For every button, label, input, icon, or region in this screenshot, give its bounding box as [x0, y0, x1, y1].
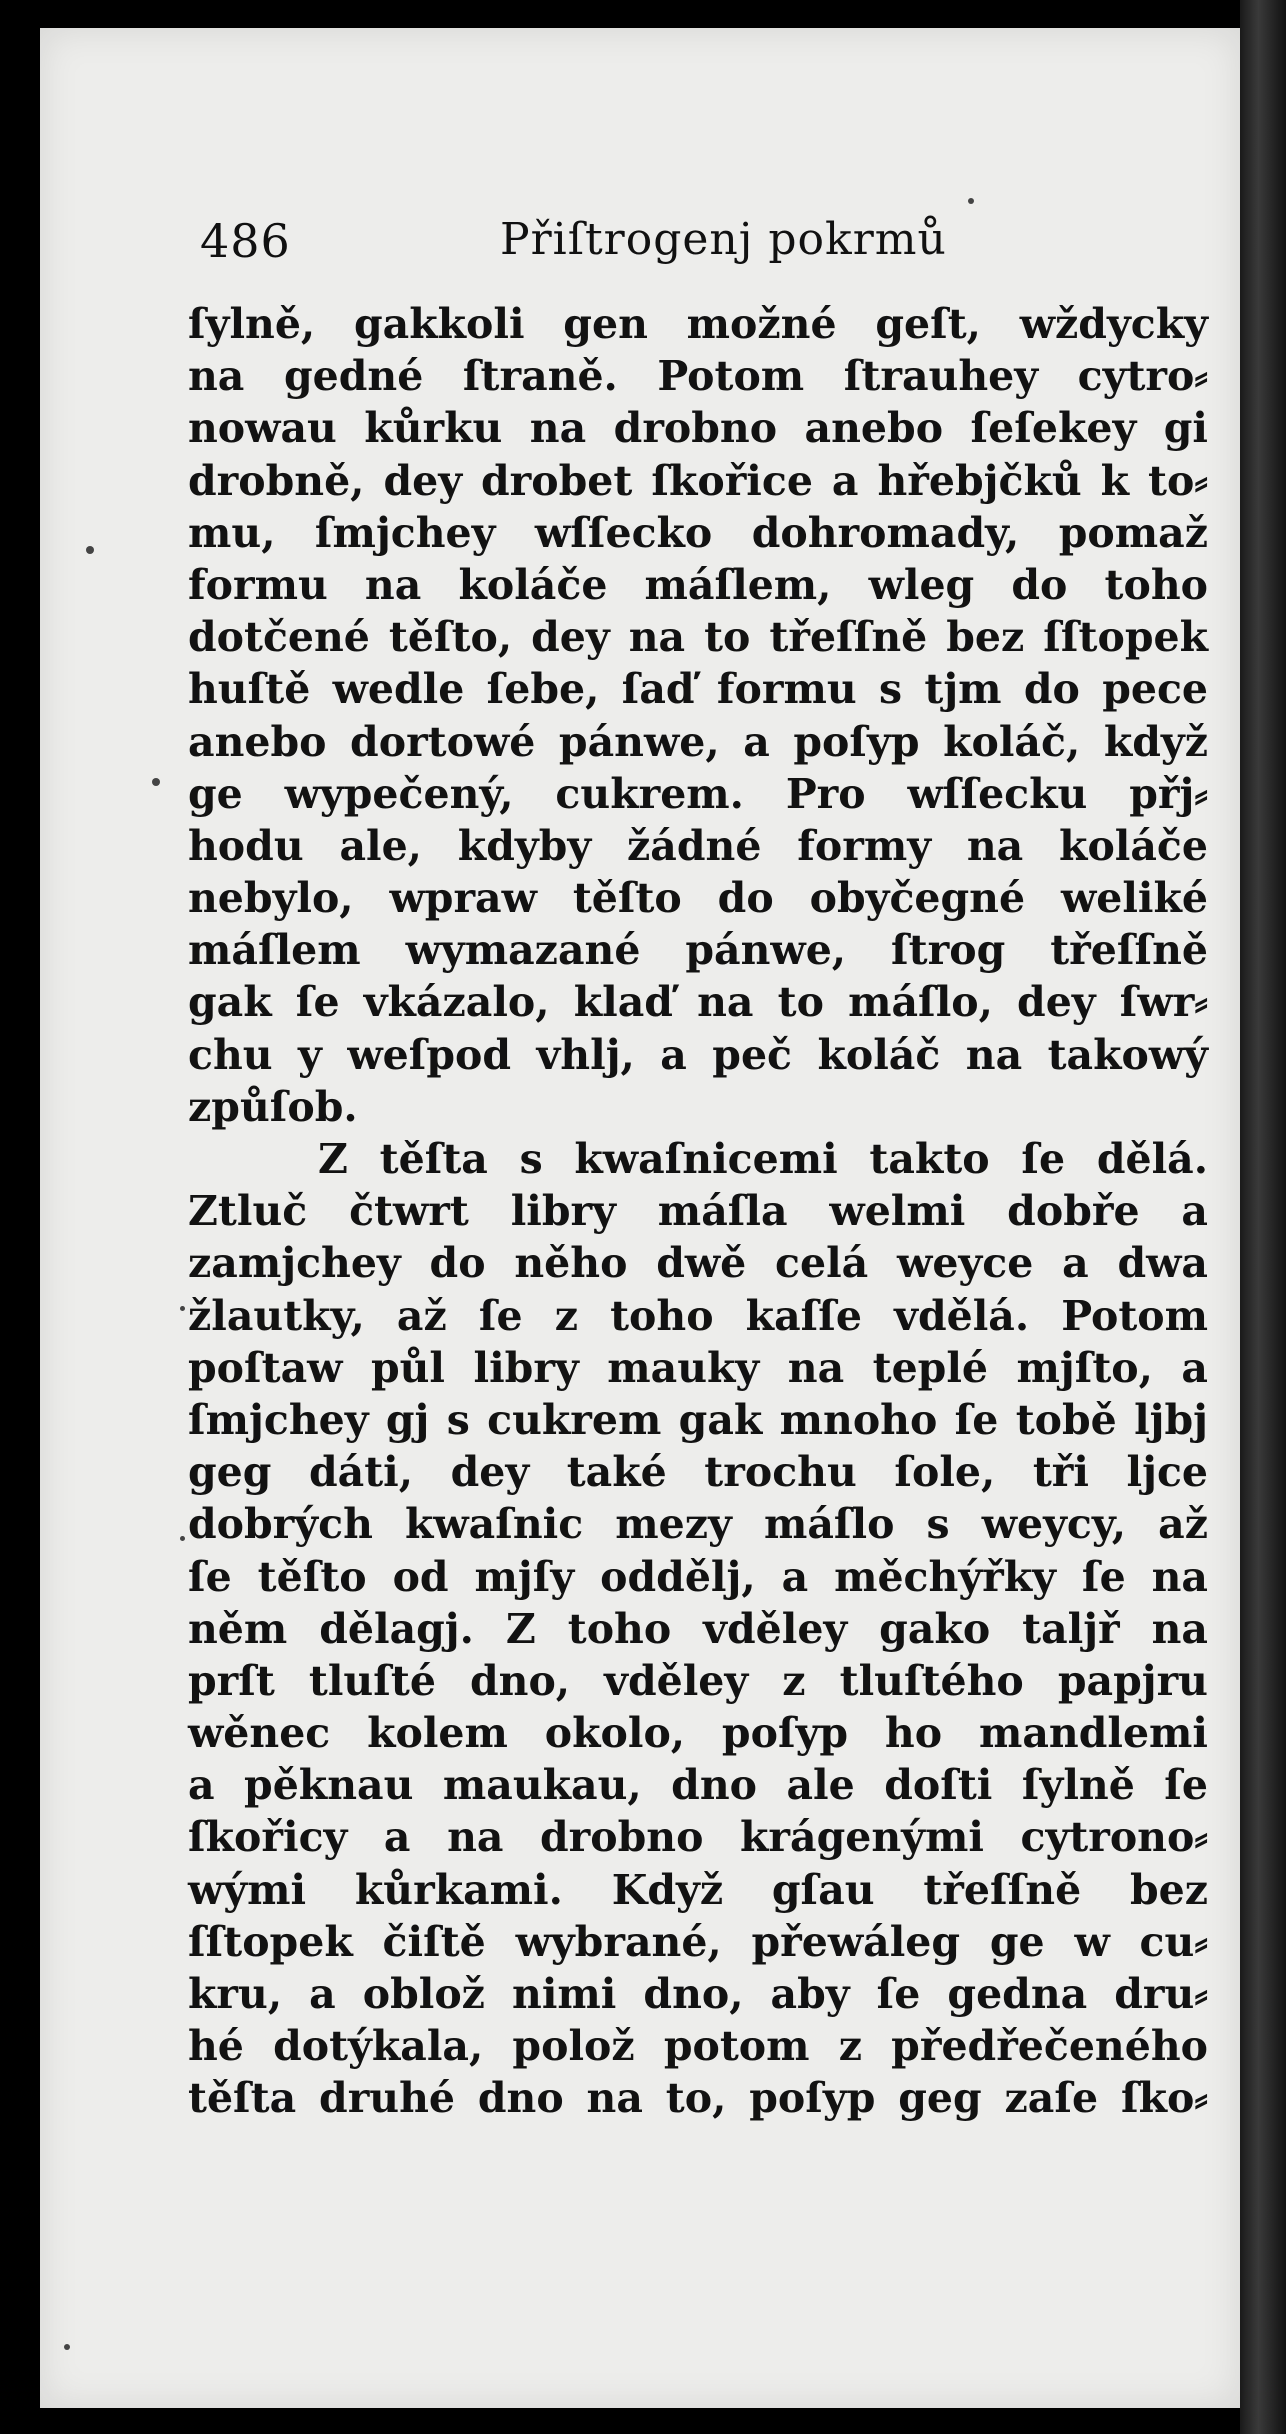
text-line: dotčené těſto, dey na to třeſſně bez ſſtopek — [188, 613, 1208, 662]
text-line: geg dáti, dey také trochu ſole, tři ljce — [188, 1448, 1208, 1497]
paper-speck — [180, 1536, 185, 1541]
text-line: ſmjchey gj s cukrem gak mnoho ſe tobě ljbj — [188, 1395, 1208, 1444]
paper-speck — [86, 546, 94, 554]
text-line: něm dělagj. Z toho vděley gako taljř na — [188, 1604, 1208, 1653]
text-line: na gedné ſtraně. Potom ſtrauhey cytro⸗ — [188, 352, 1208, 401]
scan-edge-shadow — [1240, 0, 1286, 2434]
text-line: gak ſe vkázalo, klaď na to máſlo, dey ſwr⸗ — [188, 978, 1208, 1027]
recipe-heading-line: Z těſta s kwaſnicemi takto ſe dělá. — [318, 1135, 1208, 1183]
text-line: poſtaw půl libry mauky na teplé mjſto, a — [188, 1343, 1208, 1392]
paper-speck — [180, 1306, 185, 1311]
text-line: Ztluč čtwrt libry máſla welmi dobře a — [188, 1187, 1208, 1236]
running-head — [200, 200, 1230, 280]
paper-speck — [152, 778, 160, 786]
text-line: ſe těſto od mjſy oddělj, a měchýřky ſe na — [188, 1552, 1208, 1601]
text-line: mu, ſmjchey wſſecko dohromady, pomaž — [188, 508, 1208, 557]
text-line: wými kůrkami. Když gſau třeſſně bez — [188, 1865, 1208, 1914]
text-line: huſtě wedle ſebe, ſaď formu s tjm do pece — [188, 665, 1208, 714]
text-line: chu y weſpod vhlj, a peč koláč na takowý — [188, 1030, 1208, 1079]
text-line: anebo dortowé pánwe, a poſyp koláč, když — [188, 717, 1208, 766]
text-line: máſlem wymazané pánwe, ſtrog třeſſně — [188, 926, 1208, 975]
text-line: dobrých kwaſnic mezy máſlo s weycy, až — [188, 1500, 1208, 1549]
text-line: prſt tluſté dno, vděley z tluſtého papjru — [188, 1656, 1208, 1705]
paper-speck — [64, 2344, 70, 2350]
text-line: ſkořicy a na drobno krágenými cytrono⸗ — [188, 1813, 1208, 1862]
body-text — [188, 298, 1208, 2125]
text-line: nowau kůrku na drobno anebo ſeſekey gi — [188, 404, 1208, 453]
page-number: 486 — [200, 214, 291, 268]
text-line: hé dotýkala, polož potom z předřečeného — [188, 2022, 1208, 2071]
text-line: wěnec kolem okolo, poſyp ho mandlemi — [188, 1709, 1208, 1758]
text-line: kru, a oblož nimi dno, aby ſe gedna dru⸗ — [188, 1970, 1208, 2018]
text-line: ſſtopek čiſtě wybrané, přewáleg ge w cu⸗ — [188, 1917, 1208, 1966]
text-line: ſylně, gakkoli gen možné geſt, wždycky — [188, 300, 1208, 348]
text-line: žlautky, až ſe z toho kaſſe vdělá. Potom — [188, 1291, 1208, 1340]
text-line: zamjchey do něho dwě celá weyce a dwa — [188, 1239, 1208, 1288]
text-line: nebylo, wpraw těſto do obyčegné weliké — [188, 874, 1208, 923]
running-title: Přiſtrogenj pokrmů — [500, 214, 947, 265]
text-line: těſta druhé dno na to, poſyp geg zaſe ſko⸗ — [188, 2074, 1208, 2123]
paragraph-end-line: způſob. — [188, 1082, 358, 1131]
text-line: drobně, dey drobet ſkořice a hřebjčků k to⸗ — [188, 456, 1208, 505]
text-line: ge wypečený, cukrem. Pro wſſecku přj⸗ — [188, 769, 1208, 818]
text-line: formu na koláče máſlem, wleg do toho — [188, 560, 1208, 609]
text-line: hodu ale, kdyby žádné formy na koláče — [188, 821, 1208, 870]
text-line: a pěknau maukau, dno ale doſti ſylně ſe — [188, 1761, 1208, 1810]
